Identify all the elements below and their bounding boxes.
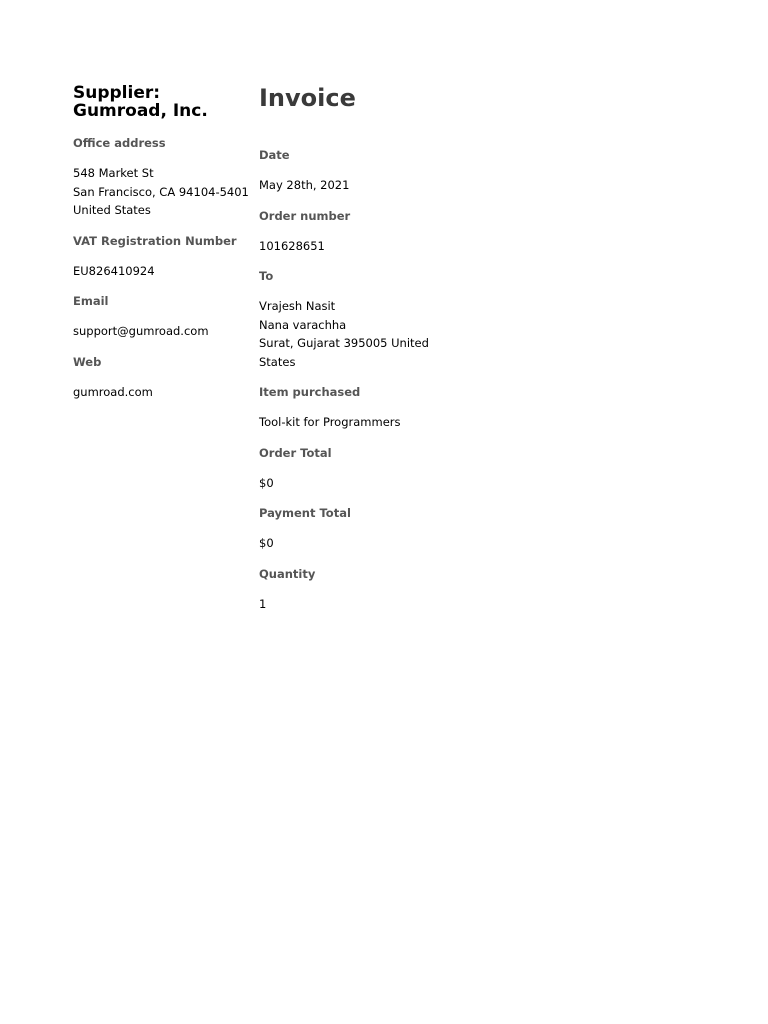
order-number-label: Order number (259, 208, 351, 223)
web-value: gumroad.com (73, 384, 153, 399)
email-value: support@gumroad.com (73, 324, 209, 338)
quantity-value: 1 (259, 596, 267, 611)
supplier-title-line1: Supplier: (73, 83, 161, 103)
office-address (73, 164, 251, 220)
recipient-line: States (259, 354, 296, 369)
recipient-line: Nana varachha (259, 317, 347, 332)
supplier-title (73, 84, 251, 120)
order-total-value: $0 (259, 475, 274, 490)
office-address-label: Office address (73, 136, 166, 150)
vat-value: EU826410924 (73, 263, 155, 278)
supplier-column (73, 84, 251, 401)
date-value: May 28th, 2021 (259, 178, 350, 192)
recipient-address (259, 297, 439, 371)
recipient-line: Vrajesh Nasit (259, 299, 336, 313)
quantity-label: Quantity (259, 566, 316, 581)
invoice-title: Invoice (259, 84, 356, 112)
item-purchased-label: Item purchased (259, 385, 361, 399)
payment-total-value: $0 (259, 536, 274, 550)
email-label: Email (73, 294, 109, 308)
invoice-column (259, 84, 439, 613)
address-line: 548 Market St (73, 166, 154, 180)
order-total-label: Order Total (259, 445, 332, 460)
web-label: Web (73, 354, 102, 369)
address-line: United States (73, 203, 151, 217)
supplier-title-line2: Gumroad, Inc. (73, 101, 208, 121)
item-purchased-value: Tool-kit for Programmers (259, 415, 401, 429)
vat-label: VAT Registration Number (73, 233, 237, 248)
order-number-value: 101628651 (259, 238, 325, 253)
date-label: Date (259, 148, 290, 162)
to-label: To (259, 269, 274, 283)
payment-total-label: Payment Total (259, 506, 351, 520)
recipient-line: Surat, Gujarat 395005 United (259, 336, 429, 350)
address-line: San Francisco, CA 94104-5401 (73, 184, 249, 199)
